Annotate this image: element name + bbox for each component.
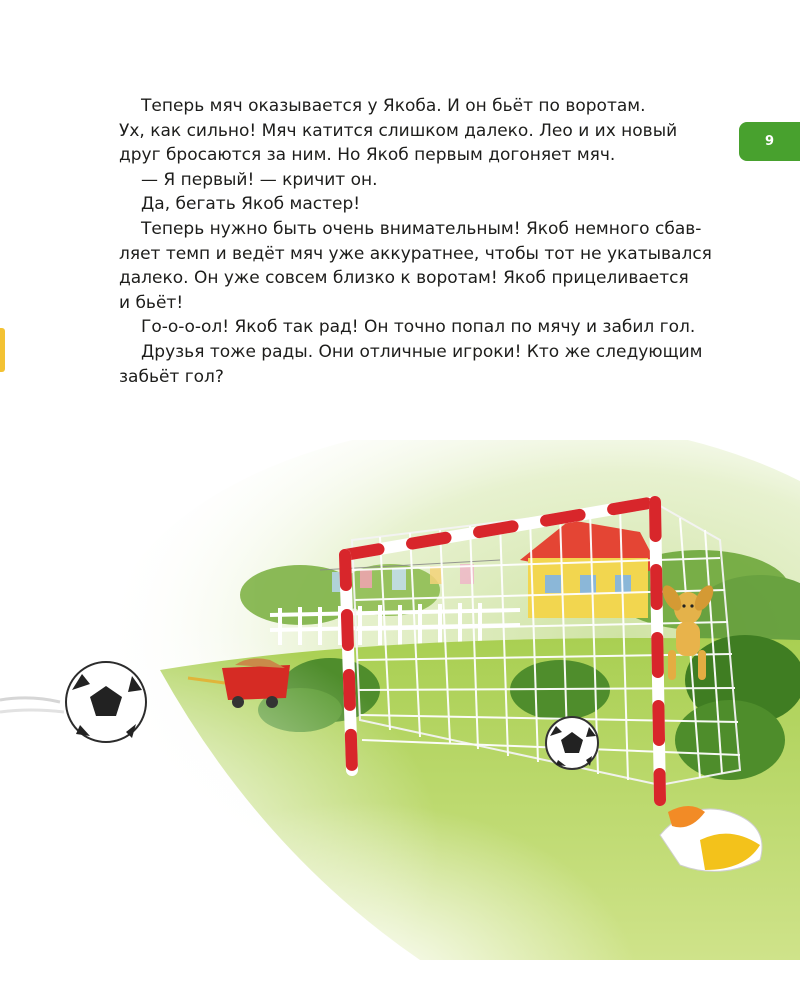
soccer-ball-in-goal (546, 717, 598, 769)
story-line: далеко. Он уже совсем близко к воротам! Якоб прицеливается (119, 268, 689, 289)
story-text (119, 94, 712, 389)
story-line: ляет темп и ведёт мяч уже аккуратнее, чтобы тот не укатывался (119, 243, 712, 264)
page-number: 9 (764, 134, 775, 149)
story-line: друг бросаются за ним. Но Якоб первым догоняет мяч. (119, 145, 616, 166)
story-line: Друзья тоже рады. Они отличные игроки! Кто же следующим (141, 341, 703, 362)
story-line: Ух, как сильно! Мяч катится слишком далеко. Лео и их новый (119, 120, 678, 141)
story-line: Теперь мяч оказывается у Якоба. И он бьёт по воротам. (141, 96, 646, 116)
soccer-goal-illustration (0, 440, 800, 980)
page-number-tab (739, 122, 800, 161)
story-line: забьёт гол? (119, 366, 224, 387)
story-line: Го-о-о-ол! Якоб так рад! Он точно попал по мячу и забил гол. (141, 317, 696, 338)
soccer-goal-scene-icon (0, 440, 800, 980)
story-line: Теперь нужно быть очень внимательным! Якоб немного сбав- (141, 218, 702, 239)
left-edge-mark (0, 328, 5, 372)
story-line: Да, бегать Якоб мастер! (141, 194, 361, 215)
story-line: и бьёт! (119, 292, 184, 313)
story-line: — Я первый! — кричит он. (141, 169, 378, 190)
